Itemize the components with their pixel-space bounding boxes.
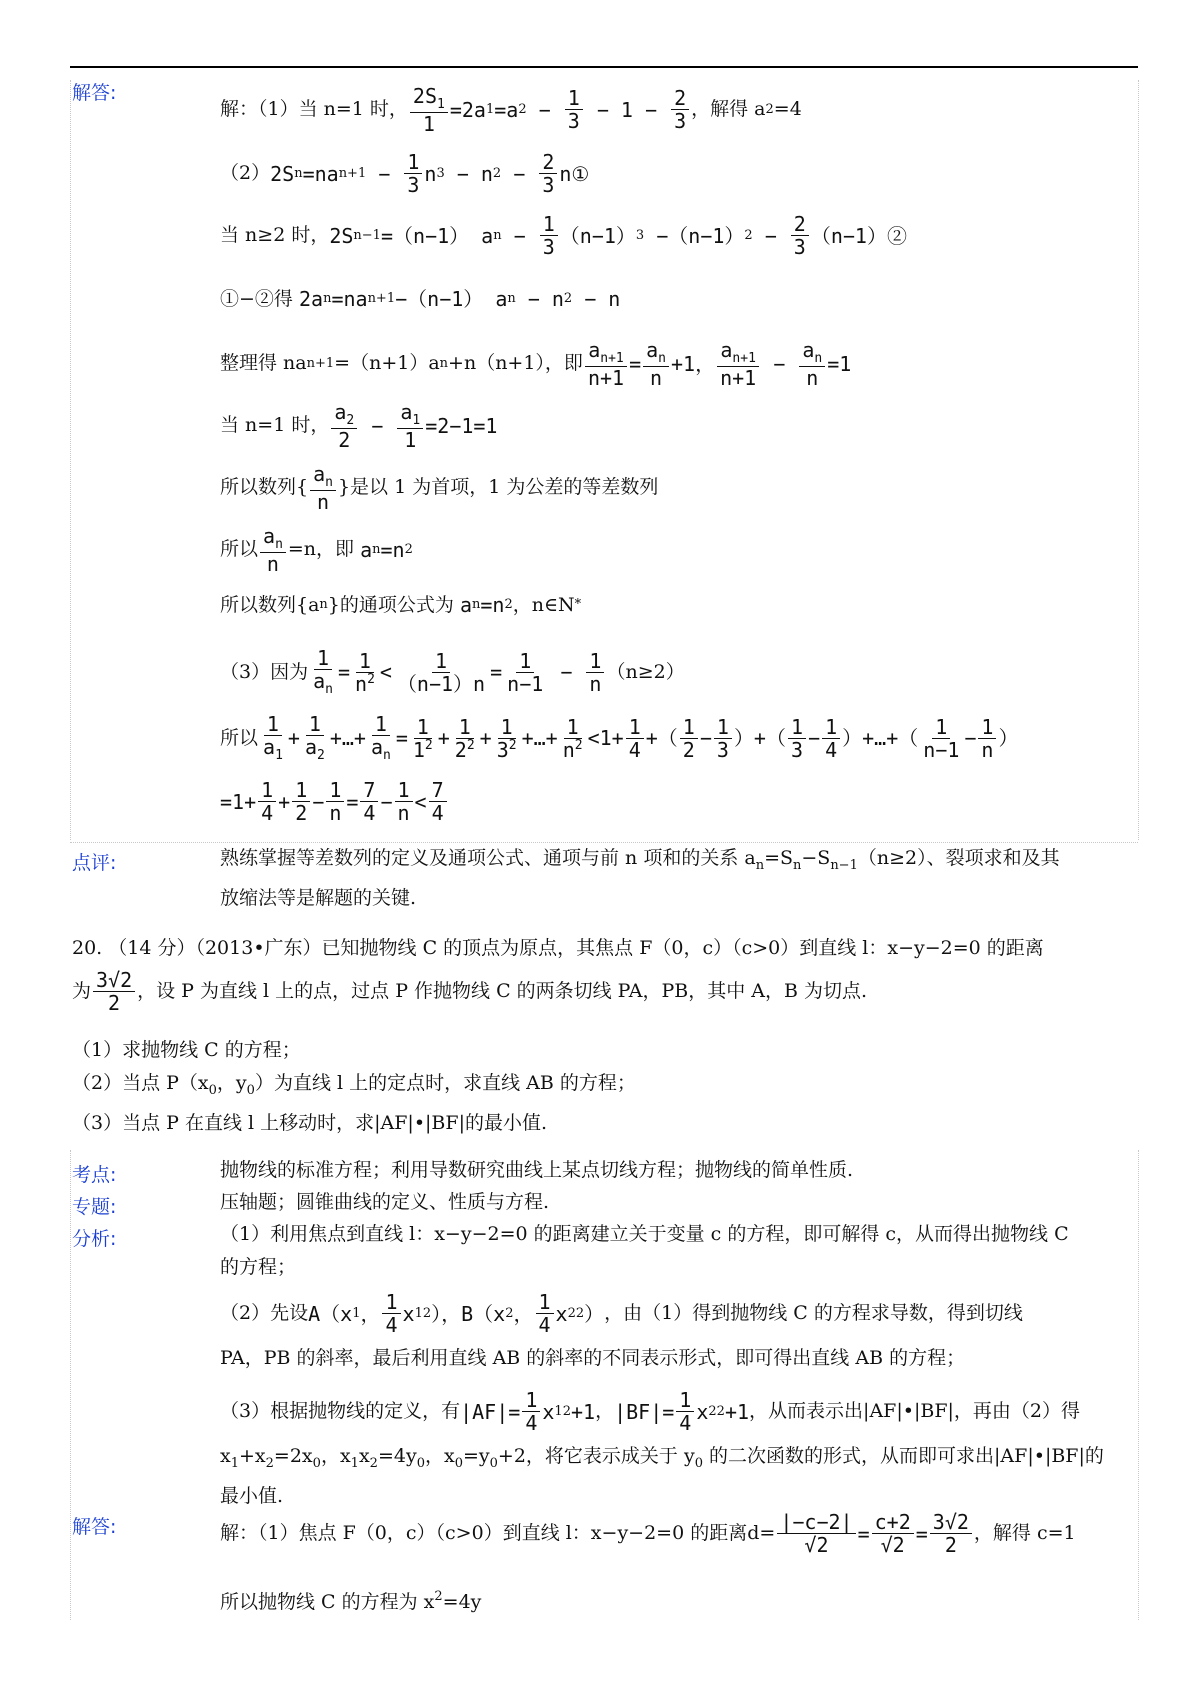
- sol1-line5: 整理得 na n+1 =（n+1）a n +n（n+1），即 $\frac{a_{n+1}}{n+1}$ = $\frac{a_n}{n}$ +1， $\frac{a_{n+1}}{n+1}$ − $\frac{a_n}{n}$ =1: [220, 338, 852, 390]
- text: n: [266, 551, 279, 576]
- text: =2−1=1: [425, 413, 498, 438]
- text: −（n−1）: [644, 223, 745, 248]
- text: −: [359, 413, 396, 438]
- sol1-line8: 所以 $\frac{a_n}{n}$ =n，即 a n =n 2: [220, 524, 413, 576]
- label-jieda: 解答:: [72, 82, 117, 104]
- text: −: [501, 161, 538, 186]
- text: 3: [567, 109, 580, 134]
- dianping-text: 熟练掌握等差数列的定义及通项公式、通项与前 n 项和的关系 $a_n=S_n-S_{n-1}(n\ge 2)$、裂项求和及其 放缩法等是解题的关键.: [220, 842, 1130, 915]
- text: =2a: [449, 97, 486, 122]
- question-1: （1）求抛物线 C 的方程；: [72, 1039, 301, 1061]
- text: <: [379, 660, 392, 685]
- text: }的通项公式为: [327, 593, 460, 616]
- text: 放缩法等是解题的关键.: [220, 887, 417, 909]
- fraction: $\frac{a_{n+1}}{n+1}$: [585, 340, 627, 389]
- sol1-line10: [220, 648, 685, 697]
- divider: [70, 1150, 71, 1620]
- divider: [70, 80, 71, 840]
- text: =（n+1）a: [334, 352, 440, 375]
- fraction: $\frac{a_n}{n}$: [799, 340, 825, 389]
- text: 1: [565, 88, 583, 110]
- fraction: [671, 88, 689, 132]
- text: 所以数列{: [220, 476, 309, 499]
- text: 2S: [329, 223, 354, 248]
- fenxi-p2: （2）先设 A（x 1 ， $\frac{1}{4}$ x 1 2 ），B（x 2 ， $\frac{1}{4}$ x 2 2 ） ，由（1）得到抛物线 C 的方程求导数，得到切线: [220, 1290, 1023, 1337]
- text: =n，即: [287, 538, 361, 561]
- question-3: （3）当点 P 在直线 l 上移动时，求|AF|•|BF|的最小值.: [72, 1112, 548, 1134]
- sol1-line2: （2） 2S n =na n+1 − $\frac{1}{3}$ n 3 − n 2 − $\frac{2}{3}$ n①: [220, 150, 590, 197]
- text: 当 n=1 时，: [220, 414, 330, 437]
- text: n+1: [587, 365, 625, 390]
- text: 2S: [412, 84, 438, 108]
- text: 2a: [298, 287, 324, 311]
- text: 2: [671, 88, 689, 110]
- fraction: $\frac{a_n}{n}$: [643, 340, 669, 389]
- text: −: [501, 223, 538, 248]
- fraction: $\frac{1}{3}$: [540, 214, 558, 258]
- fraction: $\frac{1}{a_n}$: [313, 646, 333, 697]
- label-kaodian: 考点:: [72, 1164, 117, 1186]
- text: 整理得 na: [220, 352, 307, 375]
- text: =na: [302, 161, 339, 186]
- label-dianping: 点评:: [72, 852, 117, 874]
- text: n: [806, 365, 819, 390]
- text: （n−1）②: [810, 223, 907, 248]
- fraction: $\frac{a_1}{1}$: [397, 402, 423, 451]
- text: n+1: [720, 365, 757, 390]
- text: 2: [338, 427, 351, 452]
- kaodian-text: 抛物线的标准方程；利用导数研究曲线上某点切线方程；抛物线的简单性质.: [220, 1159, 854, 1181]
- text: 1: [422, 111, 435, 136]
- sol1-line3: 当 n≥2 时， 2S n−1 =（n−1） a n − $\frac{1}{3}$ （n−1） 3 −（n−1） 2 − $\frac{2}{3}$ （n−1）②: [220, 212, 907, 259]
- label-fenxi: 分析:: [72, 1228, 117, 1250]
- problem20-questions: [72, 1034, 1142, 1140]
- text: =: [629, 351, 642, 376]
- text: − n: [572, 287, 621, 311]
- text: 所以: [220, 538, 259, 561]
- text: 当 n≥2 时，: [220, 224, 330, 247]
- sol1-line6: [220, 402, 497, 451]
- text: n: [650, 365, 663, 390]
- text: −（n−1） a: [395, 287, 508, 311]
- text: =4: [773, 98, 802, 121]
- text: 所以: [220, 726, 259, 749]
- fenxi-p3: （3）根据抛物线的定义，有 |AF|= $\frac{1}{4}$ x 1 2 +1 ， |BF|= $\frac{1}{4}$ x 2 2 +1 ，从而表示出|AF|•|BF|，再由（2）得: [220, 1388, 1080, 1435]
- text: =n: [480, 593, 505, 617]
- fraction: [565, 88, 583, 132]
- text: =: [490, 660, 503, 685]
- text: −: [752, 223, 789, 248]
- fraction: $\frac{1}{n-1}$: [507, 648, 544, 696]
- fraction: $\frac{2}{3}$: [791, 214, 809, 258]
- text: ，n∈N: [512, 593, 575, 616]
- text: }是以 1 为首项，1 为公差的等差数列: [337, 476, 659, 499]
- text: +1，: [670, 351, 716, 376]
- label-jieda-2: 解答:: [72, 1516, 117, 1538]
- sol1-line12: =1+ $\frac{1}{4}$ + $\frac{1}{2}$ − $\frac{1}{n}$ = $\frac{7}{4}$ − $\frac{1}{n}$ < $\frac{7}{4}$: [220, 780, 449, 824]
- text: n①: [559, 161, 590, 186]
- problem20-line1: 20. （14 分）（2013•广东）已知抛物线 C 的顶点为原点，其焦点 F（0，c）（c>0）到直线 l：x−y−2=0 的距离: [72, 937, 1044, 959]
- fenxi-p3-rest: $x_1+x_2=2x_0$，$x_1x_2=4y_0$，$x_0=y_0+2$，将它表示成关于 $y_0$ 的二次函数的形式，从而即可求出|AF|•|BF|的 最小值.: [220, 1445, 1104, 1507]
- text: 所以数列{a: [220, 593, 320, 616]
- fraction: $\frac{2}{3}$: [539, 152, 557, 196]
- divider: [1138, 80, 1139, 840]
- top-rule: [70, 66, 1138, 68]
- fraction: $\frac{a_{n+1}}{n+1}$: [717, 340, 759, 389]
- text: =: [337, 660, 351, 685]
- sol1-line7: [220, 464, 658, 513]
- text: +n（n+1），即: [448, 352, 583, 375]
- text: −: [366, 161, 403, 186]
- fraction: $\frac{3√2}{2}$: [93, 970, 135, 1014]
- zhuanti-text: 压轴题；圆锥曲线的定义、性质与方程.: [220, 1191, 550, 1213]
- fenxi-p1: （1）利用焦点到直线 l：x−y−2=0 的距离建立关于变量 c 的方程，即可解得 c，从而得出抛物线 C 的方程；: [220, 1223, 1069, 1278]
- fraction: $\frac{a_2}{2}$: [331, 402, 357, 451]
- text: =a: [494, 97, 519, 122]
- fraction: $\frac{1}{n^2}$: [355, 648, 375, 696]
- text: 3: [674, 109, 687, 134]
- fenxi-p2-line2: PA，PB 的斜率，最后利用直线 AB 的斜率的不同表示形式，即可得出直线 AB 的方程；: [220, 1347, 966, 1369]
- text: n: [424, 161, 437, 186]
- problem20-line2: [72, 970, 867, 1014]
- sol1-line11: 所以 $\frac{1}{a_1}$ + $\frac{1}{a_2}$ +…+ $\frac{1}{a_n}$ = $\frac{1}{1^2}$ + $\frac{1}{2^2}$ + $\frac{1}{3^2}$ +…+ $\frac{1}{n^2}$ <1+ $\frac{1}{4}$ +（ $\frac{1}{2}$ − $\frac{1}{3}$ ）+（ $\frac{1}{3}$ − $\frac{1}{4}$ ）+…+（ $\frac{1}{n-1}$ − $\frac{1}{n}$ ）: [220, 712, 1019, 763]
- sol20-line1: 解：（1）焦点 F（0，c）（c>0）到直线 l：x−y−2=0 的距离 d= $\frac{|-c-2|}{√2}$ = $\frac{c+2}{√2}$ = $\frac{3√2}{2}$ ，解得 c=1: [220, 1510, 1076, 1557]
- text: − n: [515, 287, 564, 311]
- sol1-line4: ①−②得 2a n =na n+1 −（n−1） a n − n 2 − n: [220, 287, 621, 311]
- text: ①−②得: [220, 287, 299, 310]
- text: =n: [380, 537, 405, 562]
- text: 解：（1）当 n=1 时，: [220, 98, 408, 121]
- fraction: $\frac{a_n}{n}$: [260, 526, 286, 575]
- text: − n: [444, 161, 493, 186]
- problem20: [72, 932, 1142, 965]
- text: a: [360, 537, 373, 562]
- sol1-line1: 解：（1）当 n=1 时， $\frac{2S_1}{1}$ =2a 1 =a 2 − $\frac{1}{3}$ − 1 − $\frac{2}{3}$ ，解得 a 2 =4: [220, 84, 802, 136]
- text: （2）: [220, 162, 271, 185]
- text: （3）因为: [220, 660, 309, 683]
- fraction: $\frac{2S_1}{1}$: [410, 86, 448, 135]
- fraction: $\frac{1}{(n-1)n}$: [396, 648, 486, 696]
- text: a: [459, 593, 472, 617]
- text: （n≥2）: [606, 660, 685, 683]
- text: =（n−1） a: [380, 223, 494, 248]
- text: 为: [72, 980, 92, 1003]
- text: −: [761, 351, 798, 376]
- text: =1+: [220, 789, 257, 814]
- label-zhuanti: 专题:: [72, 1196, 117, 1218]
- text: ，解得 a: [691, 98, 766, 121]
- text: 2S: [270, 161, 295, 186]
- text: 1: [404, 427, 417, 452]
- text: −: [526, 97, 563, 122]
- question-2: （2）当点 $P(x_0$，$y_0$）为直线 l 上的定点时，求直线 AB 的方程；: [72, 1072, 636, 1098]
- text: ，设 P 为直线 l 上的点，过点 P 作抛物线 C 的两条切线 PA，PB，其中 A，B 为切点.: [137, 980, 867, 1003]
- text: （n−1）: [559, 223, 636, 248]
- sol1-line9: 所以数列{a n }的通项公式为 a n =n 2 ，n∈N *: [220, 593, 582, 617]
- text: −: [548, 660, 585, 685]
- text: n: [317, 489, 330, 514]
- fraction: $\frac{a_n}{n}$: [310, 464, 336, 513]
- text: =1: [827, 351, 852, 376]
- sol20-line2: 所以抛物线 C 的方程为 $x^2=4y$: [220, 1589, 482, 1613]
- text: − 1 −: [584, 97, 670, 122]
- fraction: $\frac{1}{3}$: [404, 152, 422, 196]
- fraction: $\frac{1}{n}$: [586, 651, 604, 695]
- text: =na: [331, 287, 368, 311]
